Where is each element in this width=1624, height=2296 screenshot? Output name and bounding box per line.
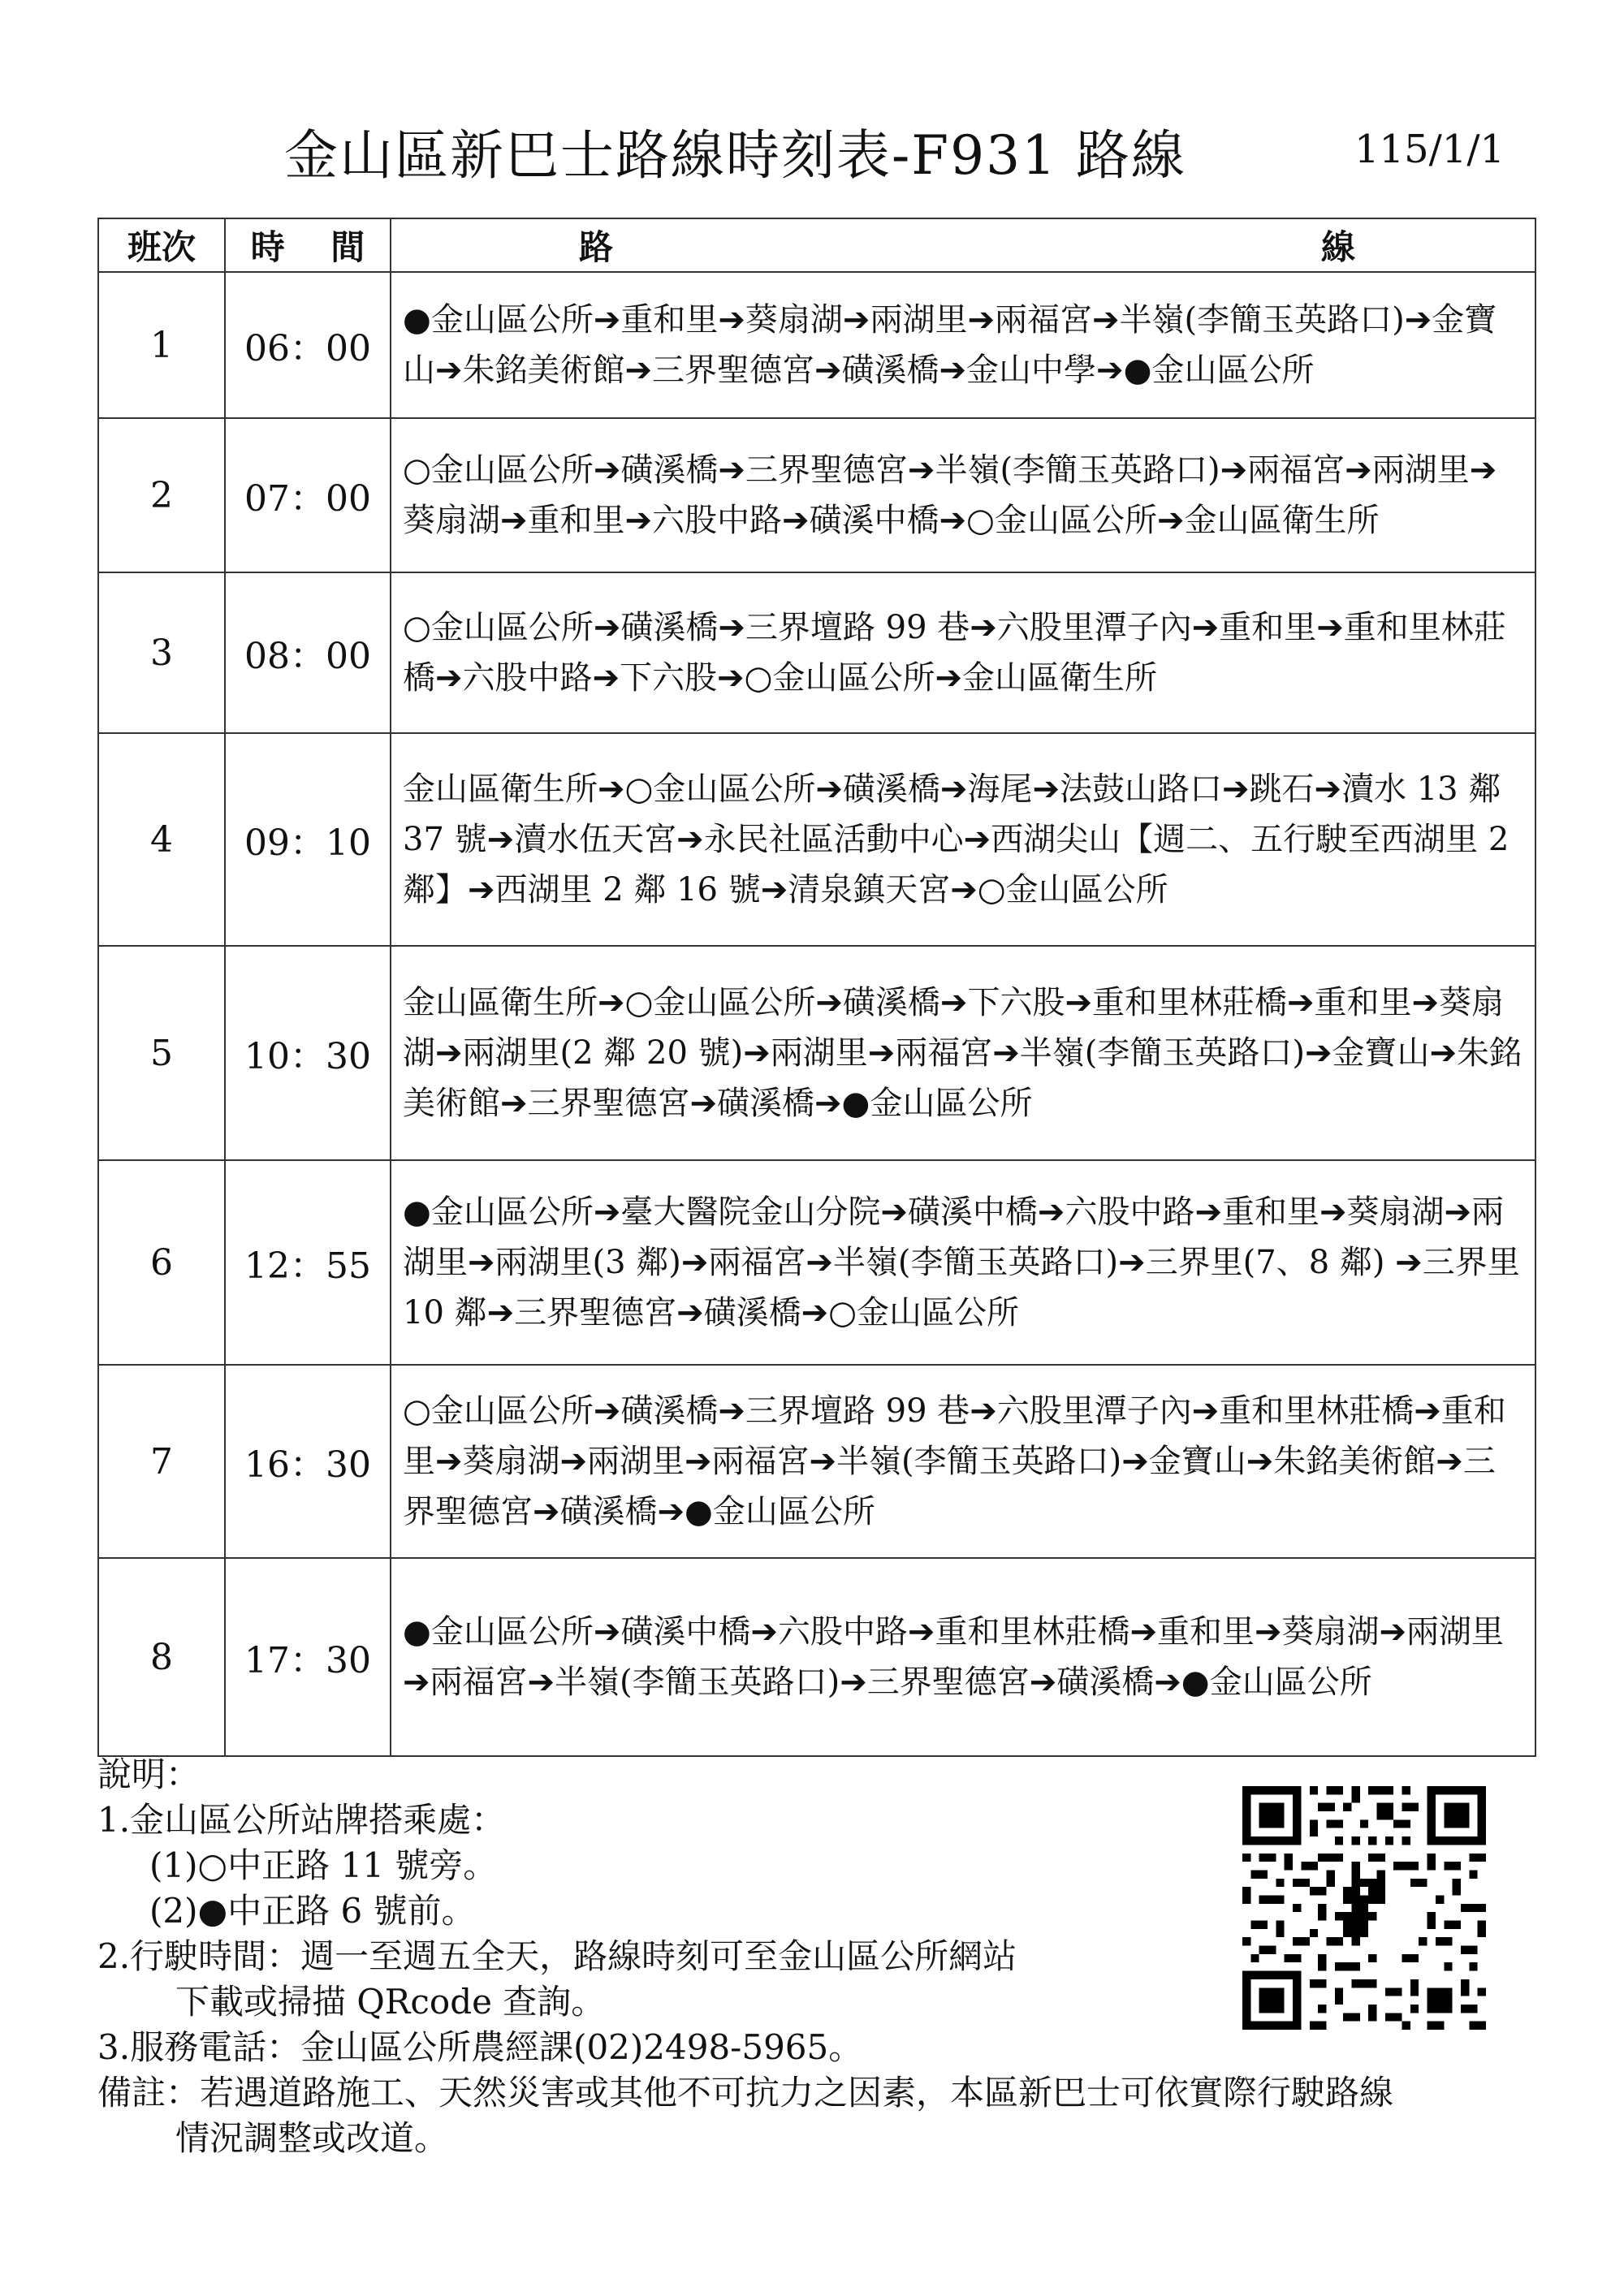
note-boarding-stop-1: (1)○中正路 11 號旁。	[149, 1845, 498, 1885]
route-stops: ●金山區公所➔重和里➔葵扇湖➔兩湖里➔兩福宮➔半嶺(李簡玉英路口)➔金寶山➔朱銘美術館➔三界聖德宮➔磺溪橋➔金山中學➔●金山區公所	[391, 272, 1535, 418]
note-service-hours-cont: 下載或掃描 QRcode 查詢。	[175, 1982, 606, 2022]
run-number: 7	[98, 1365, 225, 1558]
table-row	[98, 1160, 1535, 1365]
departure-time: 09：10	[225, 733, 391, 946]
issue-date: 115/1/1	[1354, 127, 1505, 172]
departure-time: 12：55	[225, 1160, 391, 1365]
schedule-table	[97, 218, 1536, 1757]
run-number: 3	[98, 572, 225, 733]
header-route	[391, 218, 1535, 272]
table-header-row	[98, 218, 1535, 272]
header-route-char-2: 線	[1320, 227, 1355, 267]
run-number: 2	[98, 418, 225, 572]
run-number: 4	[98, 733, 225, 946]
table-row	[98, 1558, 1535, 1756]
run-number: 5	[98, 946, 225, 1160]
route-stops: 金山區衛生所➔○金山區公所➔磺溪橋➔海尾➔法鼓山路口➔跳石➔瀆水 13 鄰 37 號➔瀆水伍天宮➔永民社區活動中心➔西湖尖山【週二、五行駛至西湖里 2 鄰】➔西湖里 2 鄰 16 號➔清泉鎮天宮➔○金山區公所	[391, 733, 1535, 946]
route-stops: ○金山區公所➔磺溪橋➔三界壇路 99 巷➔六股里潭子內➔重和里➔重和里林莊橋➔六股中路➔下六股➔○金山區公所➔金山區衛生所	[391, 572, 1535, 733]
departure-time: 08：00	[225, 572, 391, 733]
table-row	[98, 1365, 1535, 1558]
route-stops: ○金山區公所➔磺溪橋➔三界聖德宮➔半嶺(李簡玉英路口)➔兩福宮➔兩湖里➔葵扇湖➔重和里➔六股中路➔磺溪中橋➔○金山區公所➔金山區衛生所	[391, 418, 1535, 572]
note-phone: 3.服務電話：金山區公所農經課(02)2498-5965。	[97, 2027, 863, 2067]
departure-time: 07：00	[225, 418, 391, 572]
route-stops: ●金山區公所➔磺溪中橋➔六股中路➔重和里林莊橋➔重和里➔葵扇湖➔兩湖里➔兩福宮➔半嶺(李簡玉英路口)➔三界聖德宮➔磺溪橋➔●金山區公所	[391, 1558, 1535, 1756]
header-route-char-1: 路	[579, 227, 614, 267]
qr-code-icon[interactable]	[1242, 1786, 1486, 2030]
departure-time: 17：30	[225, 1558, 391, 1756]
notes-heading: 說明：	[97, 1754, 201, 1794]
route-stops: ●金山區公所➔臺大醫院金山分院➔磺溪中橋➔六股中路➔重和里➔葵扇湖➔兩湖里➔兩湖里(3 鄰)➔兩福宮➔半嶺(李簡玉英路口)➔三界里(7、8 鄰) ➔三界里 10 鄰➔三界聖德宮➔磺溪橋➔○金山區公所	[391, 1160, 1535, 1365]
note-remark: 備註：若遇道路施工、天然災害或其他不可抗力之因素，本區新巴士可依實際行駛路線	[97, 2073, 1394, 2113]
header-time: 時 間	[225, 218, 391, 272]
table-row	[98, 418, 1535, 572]
table-row	[98, 946, 1535, 1160]
table-row	[98, 572, 1535, 733]
departure-time: 06：00	[225, 272, 391, 418]
page-title: 金山區新巴士路線時刻表-F931 路線	[284, 124, 1187, 187]
table-row	[98, 272, 1535, 418]
note-service-hours: 2.行駛時間：週一至週五全天，路線時刻可至金山區公所網站	[97, 1936, 1017, 1976]
run-number: 8	[98, 1558, 225, 1756]
run-number: 6	[98, 1160, 225, 1365]
route-stops: 金山區衛生所➔○金山區公所➔磺溪橋➔下六股➔重和里林莊橋➔重和里➔葵扇湖➔兩湖里(2 鄰 20 號)➔兩湖里➔兩福宮➔半嶺(李簡玉英路口)➔金寶山➔朱銘美術館➔三界聖德宮➔磺溪橋➔●金山區公所	[391, 946, 1535, 1160]
note-boarding-stop-2: (2)●中正路 6 號前。	[149, 1891, 476, 1931]
run-number: 1	[98, 272, 225, 418]
header-run-number: 班次	[98, 218, 225, 272]
departure-time: 16：30	[225, 1365, 391, 1558]
note-remark-cont: 情況調整或改道。	[175, 2118, 449, 2158]
route-stops: ○金山區公所➔磺溪橋➔三界壇路 99 巷➔六股里潭子內➔重和里林莊橋➔重和里➔葵扇湖➔兩湖里➔兩福宮➔半嶺(李簡玉英路口)➔金寶山➔朱銘美術館➔三界聖德宮➔磺溪橋➔●金山區公所	[391, 1365, 1535, 1558]
note-boarding: 1.金山區公所站牌搭乘處：	[97, 1800, 506, 1840]
departure-time: 10：30	[225, 946, 391, 1160]
table-row	[98, 733, 1535, 946]
